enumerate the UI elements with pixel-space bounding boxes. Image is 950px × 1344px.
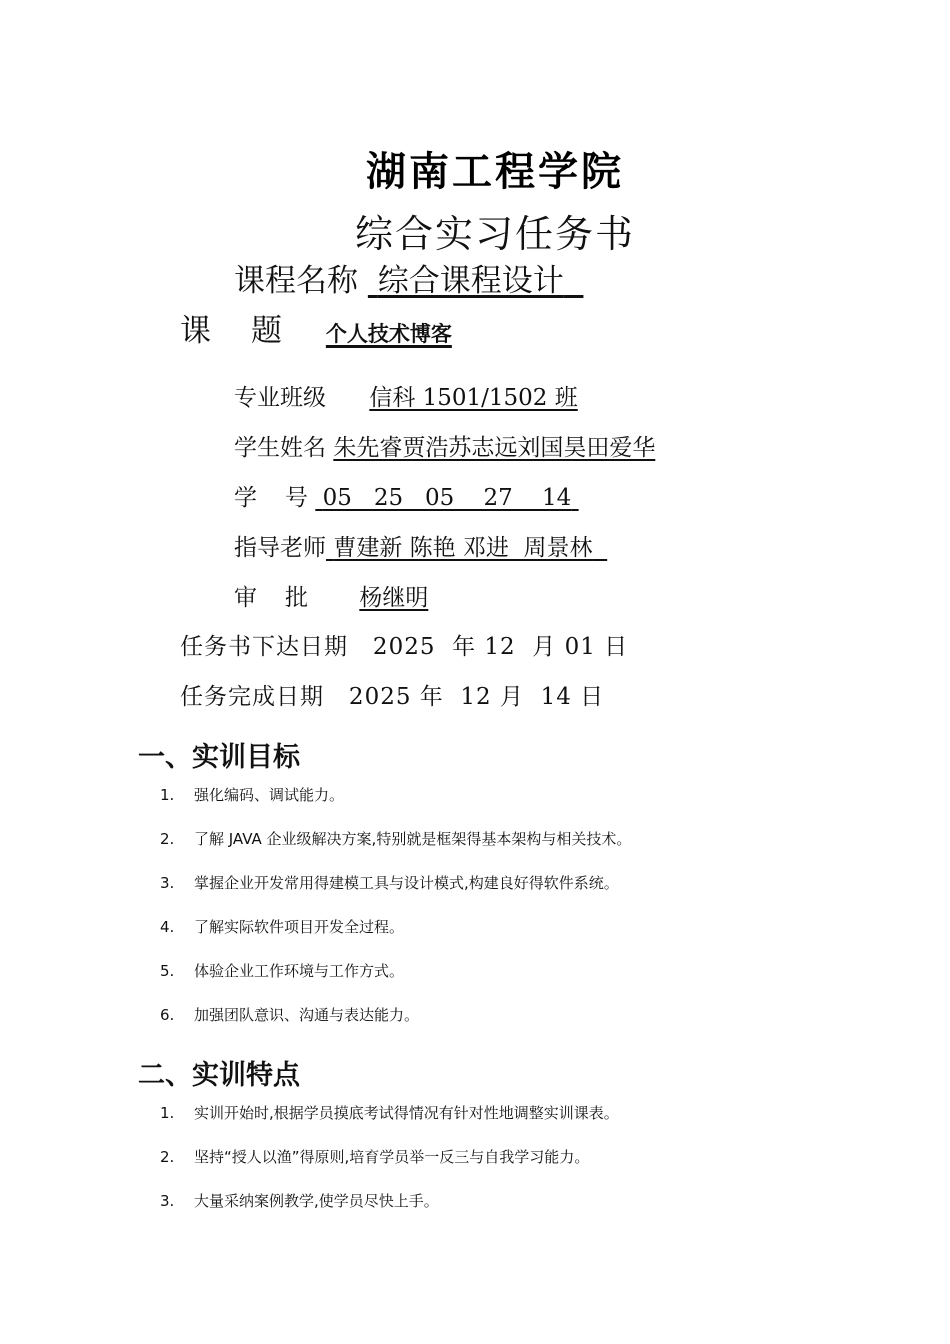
- student-id-row: [234, 479, 579, 512]
- topic-value: 个人技术博客: [325, 322, 452, 346]
- students-label: 学生姓名: [234, 435, 326, 461]
- course-value: 综合课程设计: [377, 263, 564, 299]
- issue-date: 任务书下达日期 2025 年 12 月 01 日: [180, 634, 629, 660]
- students-row: [234, 429, 655, 462]
- approver-label-second: 批: [285, 585, 308, 611]
- goal-item: 4. 了解实际软件项目开发全过程。: [160, 918, 405, 936]
- topic-label-second: 题: [251, 313, 282, 349]
- goal-item: 3. 掌握企业开发常用得建模工具与设计模式,构建良好得软件系统。: [160, 874, 619, 892]
- section-heading-goals: 一、实训目标: [138, 742, 300, 773]
- major-row: [234, 379, 614, 412]
- course-label: 课程名称: [234, 263, 358, 299]
- goal-item: 5. 体验企业工作环境与工作方式。: [160, 962, 405, 980]
- feature-item: 2. 坚持“授人以渔”得原则,培育学员举一反三与自我学习能力。: [160, 1148, 590, 1166]
- feature-item: 3. 大量采纳案例教学,使学员尽快上手。: [160, 1192, 439, 1210]
- major-label: 专业班级: [234, 385, 326, 411]
- student-id-label-first: 学: [234, 485, 257, 511]
- completion-date: 任务完成日期 2025 年 12 月 14 日: [180, 684, 605, 710]
- advisor-value: 曹建新 陈艳 邓进 周景林: [333, 535, 593, 561]
- approver-row: [234, 579, 518, 612]
- feature-item: 1. 实训开始时,根据学员摸底考试得情况有针对性地调整实训课表。: [160, 1104, 619, 1122]
- student-id-value: 05 25 05 27 14: [322, 485, 572, 511]
- advisor-label: 指导老师: [234, 535, 326, 561]
- approver-value: 杨继明: [359, 585, 429, 611]
- topic-label-first: 课: [180, 313, 211, 349]
- student-id-label-second: 号: [285, 485, 308, 511]
- school-name: 湖南工程学院: [366, 149, 624, 195]
- course-row: [234, 255, 583, 300]
- students-value: 朱先睿贾浩苏志远刘国昊田爱华: [333, 435, 656, 461]
- section-heading-features: 二、实训特点: [138, 1060, 300, 1091]
- topic-row: [180, 305, 482, 350]
- goal-item: 1. 强化编码、调试能力。: [160, 786, 345, 804]
- approver-label-first: 审: [234, 585, 257, 611]
- major-value: 信科 1501/1502 班: [369, 385, 578, 411]
- goal-item: 6. 加强团队意识、沟通与表达能力。: [160, 1006, 420, 1024]
- advisor-row: [234, 529, 607, 562]
- document-title: 综合实习任务书: [354, 212, 635, 256]
- goal-item: 2. 了解 JAVA 企业级解决方案,特别就是框架得基本架构与相关技术。: [160, 830, 632, 848]
